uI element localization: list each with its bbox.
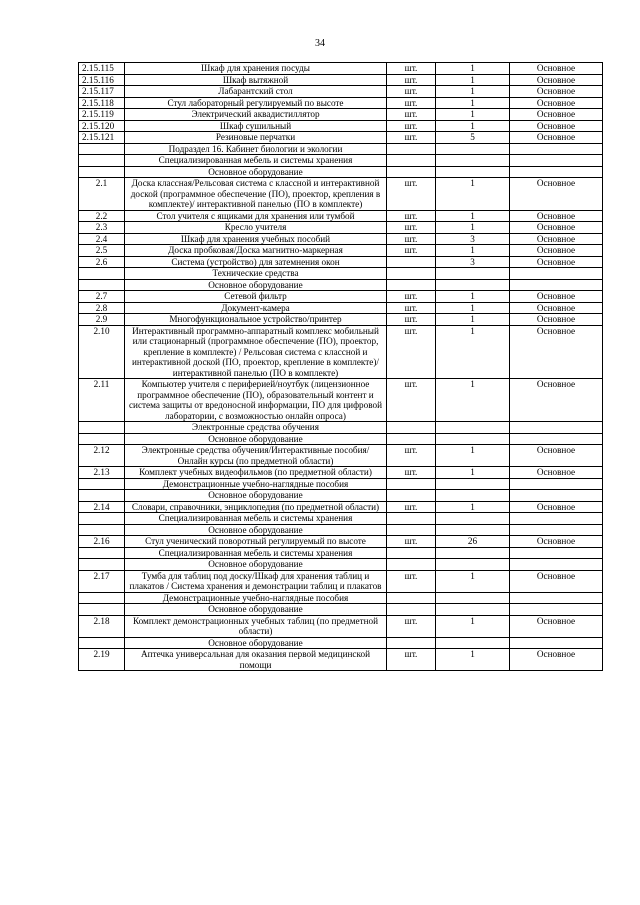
row-quantity-cell: 1: [436, 63, 510, 75]
table-row: [79, 302, 603, 314]
equipment-table-body: [79, 63, 603, 671]
row-category-cell: Основное: [510, 222, 603, 234]
row-unit-cell: шт.: [387, 501, 436, 513]
row-number-cell: 2.10: [79, 325, 125, 379]
row-unit-cell: [387, 166, 436, 178]
row-category-cell: Основное: [510, 233, 603, 245]
row-unit-cell: [387, 559, 436, 571]
row-quantity-cell: 1: [436, 97, 510, 109]
row-quantity-cell: [436, 604, 510, 616]
row-name-cell: Компьютер учителя с периферией/ноутбук (лицензионное программное обеспечение (ПО), образовательный контент и система защиты от вредоносной информации, ПО для цифровой лаборатории, с возможностью онлайн опроса): [125, 379, 387, 422]
row-name-cell: Стул лабораторный регулируемый по высоте: [125, 97, 387, 109]
row-number-cell: [79, 422, 125, 434]
row-unit-cell: [387, 143, 436, 155]
row-quantity-cell: 3: [436, 256, 510, 268]
row-unit-cell: шт.: [387, 222, 436, 234]
row-number-cell: 2.3: [79, 222, 125, 234]
table-row: [79, 245, 603, 257]
row-unit-cell: шт.: [387, 379, 436, 422]
row-quantity-cell: 26: [436, 536, 510, 548]
row-quantity-cell: 1: [436, 302, 510, 314]
row-quantity-cell: 5: [436, 132, 510, 144]
row-unit-cell: [387, 279, 436, 291]
table-row: [79, 501, 603, 513]
row-name-cell: Резиновые перчатки: [125, 132, 387, 144]
row-quantity-cell: [436, 279, 510, 291]
row-category-cell: Основное: [510, 570, 603, 592]
row-unit-cell: [387, 490, 436, 502]
section-row: [79, 547, 603, 559]
row-category-cell: Основное: [510, 256, 603, 268]
row-unit-cell: шт.: [387, 325, 436, 379]
row-unit-cell: [387, 433, 436, 445]
row-category-cell: Основное: [510, 109, 603, 121]
row-name-cell: Шкаф сушильный: [125, 120, 387, 132]
row-number-cell: [79, 592, 125, 604]
section-row: [79, 637, 603, 649]
table-row: [79, 325, 603, 379]
row-quantity-cell: [436, 478, 510, 490]
row-quantity-cell: 1: [436, 570, 510, 592]
row-unit-cell: [387, 155, 436, 167]
row-unit-cell: шт.: [387, 97, 436, 109]
row-unit-cell: [387, 637, 436, 649]
row-name-cell: Словари, справочники, энциклопедия (по предметной области): [125, 501, 387, 513]
row-quantity-cell: 1: [436, 120, 510, 132]
section-row: [79, 592, 603, 604]
table-row: [79, 291, 603, 303]
row-quantity-cell: [436, 547, 510, 559]
table-row: [79, 97, 603, 109]
table-row: [79, 210, 603, 222]
row-name-cell: Специализированная мебель и системы хранения: [125, 513, 387, 525]
section-row: [79, 268, 603, 280]
row-category-cell: Основное: [510, 467, 603, 479]
row-number-cell: 2.8: [79, 302, 125, 314]
row-quantity-cell: 1: [436, 615, 510, 637]
row-category-cell: Основное: [510, 302, 603, 314]
row-number-cell: 2.14: [79, 501, 125, 513]
row-unit-cell: шт.: [387, 302, 436, 314]
row-number-cell: [79, 279, 125, 291]
row-quantity-cell: 1: [436, 210, 510, 222]
row-number-cell: 2.4: [79, 233, 125, 245]
row-number-cell: 2.9: [79, 314, 125, 326]
row-category-cell: Основное: [510, 501, 603, 513]
row-quantity-cell: 1: [436, 501, 510, 513]
row-category-cell: [510, 604, 603, 616]
table-row: [79, 467, 603, 479]
row-unit-cell: [387, 513, 436, 525]
row-unit-cell: шт.: [387, 314, 436, 326]
row-unit-cell: шт.: [387, 570, 436, 592]
row-unit-cell: [387, 604, 436, 616]
row-name-cell: Система (устройство) для затемнения окон: [125, 256, 387, 268]
row-quantity-cell: 1: [436, 291, 510, 303]
row-name-cell: Технические средства: [125, 268, 387, 280]
row-name-cell: Стол учителя с ящиками для хранения или тумбой: [125, 210, 387, 222]
row-name-cell: Доска классная/Рельсовая система с классной и интерактивной доской (программное обеспечение (ПО), проектор, крепления в комплекте)/ интерактивной панелью (ПО в комплекте): [125, 178, 387, 211]
table-row: [79, 132, 603, 144]
section-row: [79, 513, 603, 525]
row-quantity-cell: [436, 637, 510, 649]
row-name-cell: Интерактивный программно-аппаратный комплекс мобильный или стационарный (программное обеспечение (ПО), проектор, крепление в комплекте) / Рельсовая система с классной и интерактивной доской (ПО, проектор, крепление в комплекте)/ интерактивной панелью (ПО в комплекте): [125, 325, 387, 379]
table-row: [79, 256, 603, 268]
row-quantity-cell: [436, 155, 510, 167]
row-number-cell: [79, 559, 125, 571]
row-category-cell: Основное: [510, 178, 603, 211]
row-name-cell: Основное оборудование: [125, 166, 387, 178]
table-row: [79, 445, 603, 467]
row-number-cell: [79, 143, 125, 155]
section-row: [79, 279, 603, 291]
row-quantity-cell: [436, 513, 510, 525]
row-category-cell: [510, 547, 603, 559]
row-name-cell: Многофункциональное устройство/принтер: [125, 314, 387, 326]
row-category-cell: Основное: [510, 74, 603, 86]
row-name-cell: Комплект демонстрационных учебных таблиц (по предметной области): [125, 615, 387, 637]
row-number-cell: 2.11: [79, 379, 125, 422]
row-number-cell: 2.15.117: [79, 86, 125, 98]
row-unit-cell: шт.: [387, 649, 436, 671]
page-number: 34: [315, 38, 325, 49]
row-name-cell: Стул ученический поворотный регулируемый по высоте: [125, 536, 387, 548]
section-row: [79, 478, 603, 490]
row-category-cell: Основное: [510, 132, 603, 144]
row-unit-cell: шт.: [387, 120, 436, 132]
row-category-cell: Основное: [510, 97, 603, 109]
row-name-cell: Демонстрационные учебно-наглядные пособия: [125, 592, 387, 604]
row-category-cell: Основное: [510, 314, 603, 326]
row-quantity-cell: [436, 422, 510, 434]
row-category-cell: Основное: [510, 63, 603, 75]
row-quantity-cell: 1: [436, 649, 510, 671]
row-name-cell: Аптечка универсальная для оказания первой медицинской помощи: [125, 649, 387, 671]
row-category-cell: [510, 279, 603, 291]
row-quantity-cell: [436, 166, 510, 178]
row-number-cell: [79, 637, 125, 649]
row-category-cell: Основное: [510, 649, 603, 671]
section-row: [79, 166, 603, 178]
row-category-cell: [510, 478, 603, 490]
table-row: [79, 74, 603, 86]
row-name-cell: Шкаф для хранения учебных пособий: [125, 233, 387, 245]
section-row: [79, 490, 603, 502]
table-row: [79, 120, 603, 132]
row-category-cell: [510, 559, 603, 571]
row-number-cell: 2.7: [79, 291, 125, 303]
row-quantity-cell: [436, 268, 510, 280]
row-category-cell: Основное: [510, 291, 603, 303]
row-category-cell: [510, 166, 603, 178]
row-quantity-cell: 3: [436, 233, 510, 245]
row-name-cell: Основное оборудование: [125, 559, 387, 571]
row-unit-cell: шт.: [387, 86, 436, 98]
row-category-cell: Основное: [510, 120, 603, 132]
row-quantity-cell: [436, 524, 510, 536]
row-category-cell: Основное: [510, 325, 603, 379]
table-row: [79, 178, 603, 211]
row-number-cell: [79, 490, 125, 502]
row-number-cell: [79, 547, 125, 559]
row-category-cell: Основное: [510, 379, 603, 422]
row-category-cell: Основное: [510, 245, 603, 257]
table-row: [79, 86, 603, 98]
row-number-cell: 2.15.115: [79, 63, 125, 75]
row-number-cell: [79, 433, 125, 445]
row-name-cell: Шкаф вытяжной: [125, 74, 387, 86]
row-category-cell: [510, 524, 603, 536]
row-number-cell: 2.5: [79, 245, 125, 257]
row-number-cell: [79, 513, 125, 525]
row-name-cell: Основное оборудование: [125, 524, 387, 536]
row-quantity-cell: 1: [436, 178, 510, 211]
row-name-cell: Кресло учителя: [125, 222, 387, 234]
section-row: [79, 604, 603, 616]
row-unit-cell: шт.: [387, 63, 436, 75]
row-unit-cell: шт.: [387, 245, 436, 257]
row-unit-cell: [387, 268, 436, 280]
row-name-cell: Специализированная мебель и системы хранения: [125, 155, 387, 167]
row-name-cell: Сетевой фильтр: [125, 291, 387, 303]
row-unit-cell: шт.: [387, 109, 436, 121]
table-row: [79, 570, 603, 592]
row-category-cell: [510, 268, 603, 280]
row-quantity-cell: 1: [436, 86, 510, 98]
section-row: [79, 524, 603, 536]
row-unit-cell: [387, 256, 436, 268]
row-category-cell: [510, 637, 603, 649]
table-row: [79, 379, 603, 422]
table-row: [79, 109, 603, 121]
row-number-cell: [79, 268, 125, 280]
row-unit-cell: шт.: [387, 615, 436, 637]
row-quantity-cell: [436, 490, 510, 502]
row-number-cell: 2.15.118: [79, 97, 125, 109]
row-number-cell: 2.16: [79, 536, 125, 548]
row-category-cell: [510, 143, 603, 155]
row-category-cell: [510, 513, 603, 525]
row-unit-cell: шт.: [387, 74, 436, 86]
row-quantity-cell: 1: [436, 379, 510, 422]
row-name-cell: Лабарантский стол: [125, 86, 387, 98]
row-number-cell: 2.15.120: [79, 120, 125, 132]
table-row: [79, 63, 603, 75]
table-row: [79, 615, 603, 637]
row-category-cell: [510, 592, 603, 604]
row-name-cell: Комплект учебных видеофильмов (по предметной области): [125, 467, 387, 479]
row-quantity-cell: 1: [436, 245, 510, 257]
table-row: [79, 314, 603, 326]
row-unit-cell: шт.: [387, 210, 436, 222]
row-category-cell: [510, 155, 603, 167]
row-number-cell: [79, 604, 125, 616]
row-unit-cell: шт.: [387, 536, 436, 548]
row-number-cell: 2.18: [79, 615, 125, 637]
row-number-cell: [79, 478, 125, 490]
section-row: [79, 143, 603, 155]
row-category-cell: [510, 490, 603, 502]
row-number-cell: 2.15.116: [79, 74, 125, 86]
row-name-cell: Документ-камера: [125, 302, 387, 314]
row-name-cell: Электрический аквадистиллятор: [125, 109, 387, 121]
row-name-cell: Шкаф для хранения посуды: [125, 63, 387, 75]
section-row: [79, 155, 603, 167]
row-unit-cell: шт.: [387, 233, 436, 245]
row-quantity-cell: 1: [436, 222, 510, 234]
row-name-cell: Тумба для таблиц под доску/Шкаф для хранения таблиц и плакатов / Система хранения и демонстрации таблиц и плакатов: [125, 570, 387, 592]
row-unit-cell: [387, 592, 436, 604]
equipment-table: [78, 62, 603, 671]
row-unit-cell: шт.: [387, 132, 436, 144]
row-quantity-cell: [436, 592, 510, 604]
row-category-cell: Основное: [510, 536, 603, 548]
row-number-cell: 2.19: [79, 649, 125, 671]
row-quantity-cell: 1: [436, 467, 510, 479]
row-number-cell: 2.1: [79, 178, 125, 211]
row-name-cell: Подраздел 16. Кабинет биологии и экологии: [125, 143, 387, 155]
row-name-cell: Основное оборудование: [125, 433, 387, 445]
row-number-cell: 2.15.121: [79, 132, 125, 144]
row-category-cell: Основное: [510, 615, 603, 637]
row-number-cell: 2.2: [79, 210, 125, 222]
row-unit-cell: [387, 422, 436, 434]
row-unit-cell: [387, 547, 436, 559]
row-name-cell: Основное оборудование: [125, 279, 387, 291]
section-row: [79, 433, 603, 445]
row-name-cell: Основное оборудование: [125, 490, 387, 502]
row-category-cell: Основное: [510, 86, 603, 98]
row-number-cell: [79, 155, 125, 167]
row-quantity-cell: 1: [436, 109, 510, 121]
row-name-cell: Демонстрационные учебно-наглядные пособия: [125, 478, 387, 490]
section-row: [79, 559, 603, 571]
row-unit-cell: шт.: [387, 178, 436, 211]
row-name-cell: Основное оборудование: [125, 604, 387, 616]
row-number-cell: [79, 524, 125, 536]
row-quantity-cell: 1: [436, 445, 510, 467]
row-number-cell: 2.17: [79, 570, 125, 592]
row-name-cell: Основное оборудование: [125, 637, 387, 649]
row-name-cell: Электронные средства обучения/Интерактивные пособия/Онлайн курсы (по предметной области): [125, 445, 387, 467]
row-name-cell: Электронные средства обучения: [125, 422, 387, 434]
table-row: [79, 233, 603, 245]
row-unit-cell: [387, 478, 436, 490]
row-quantity-cell: 1: [436, 74, 510, 86]
row-unit-cell: шт.: [387, 291, 436, 303]
row-unit-cell: шт.: [387, 467, 436, 479]
table-row: [79, 536, 603, 548]
row-quantity-cell: [436, 143, 510, 155]
row-unit-cell: шт.: [387, 445, 436, 467]
row-quantity-cell: [436, 433, 510, 445]
row-quantity-cell: 1: [436, 325, 510, 379]
row-category-cell: [510, 422, 603, 434]
table-row: [79, 649, 603, 671]
row-category-cell: Основное: [510, 445, 603, 467]
section-row: [79, 422, 603, 434]
row-quantity-cell: 1: [436, 314, 510, 326]
row-quantity-cell: [436, 559, 510, 571]
row-number-cell: 2.6: [79, 256, 125, 268]
row-name-cell: Специализированная мебель и системы хранения: [125, 547, 387, 559]
row-name-cell: Доска пробковая/Доска магнитно-маркерная: [125, 245, 387, 257]
row-category-cell: Основное: [510, 210, 603, 222]
table-row: [79, 222, 603, 234]
row-number-cell: 2.13: [79, 467, 125, 479]
row-unit-cell: [387, 524, 436, 536]
row-number-cell: 2.15.119: [79, 109, 125, 121]
row-number-cell: [79, 166, 125, 178]
row-category-cell: [510, 433, 603, 445]
row-number-cell: 2.12: [79, 445, 125, 467]
